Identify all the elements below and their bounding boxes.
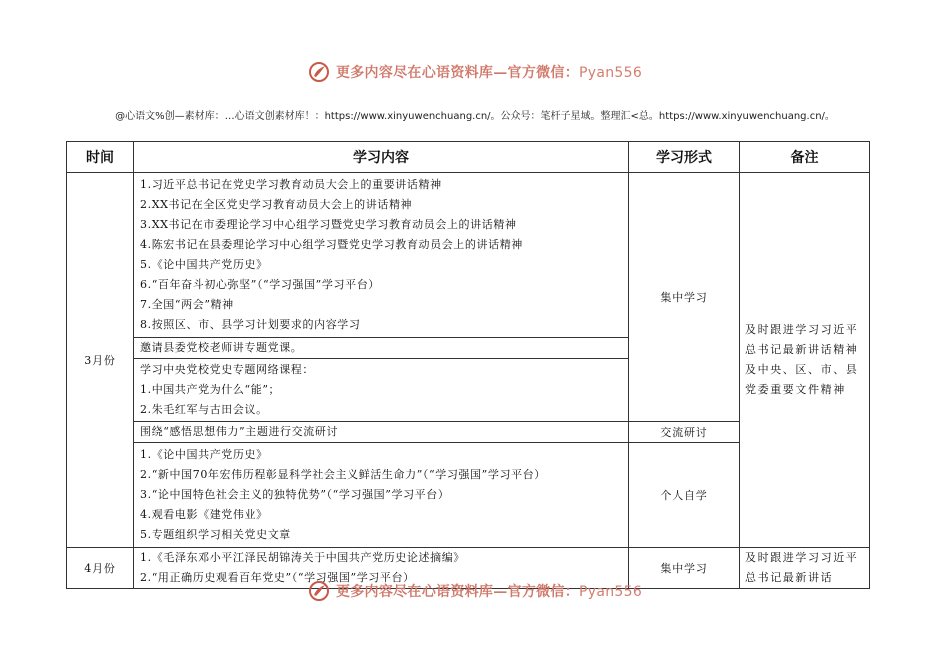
content-line: 围绕“感悟思想伟力”主题进行交流研讨 bbox=[140, 425, 339, 438]
month-april: 4月份 bbox=[67, 548, 134, 589]
content-cell bbox=[134, 173, 629, 338]
note-text: 及时跟进学习习近平总书记最新讲话精神及中央、区、市、县党委重要文件精神 bbox=[745, 323, 859, 396]
content-line: 8.按照区、市、县学习计划要求的内容学习 bbox=[140, 318, 361, 331]
content-line: 学习中央党校党史专题网络课程： bbox=[140, 363, 314, 376]
brush-logo-icon bbox=[308, 61, 330, 83]
note-cell bbox=[740, 173, 870, 548]
content-cell bbox=[134, 338, 629, 359]
content-line: 1.中国共产党为什么“能”； bbox=[140, 383, 281, 396]
watermark-top bbox=[0, 59, 950, 85]
header-time: 时间 bbox=[67, 142, 134, 173]
content-line: 2.“用正确历史观看百年党史”（“学习强国”学习平台） bbox=[140, 571, 415, 584]
table-row bbox=[67, 173, 870, 338]
form-cell: 个人自学 bbox=[629, 443, 740, 548]
content-line: 4.观看电影《建党伟业》 bbox=[140, 508, 268, 521]
header-content: 学习内容 bbox=[134, 142, 629, 173]
content-line: 2.朱毛红军与古田会议。 bbox=[140, 403, 268, 416]
content-line: 5.专题组织学习相关党史文章 bbox=[140, 528, 291, 541]
content-line: 1.《毛泽东邓小平江泽民胡锦涛关于中国共产党历史论述摘编》 bbox=[140, 551, 465, 564]
content-line: 邀请县委党校老师讲专题党课。 bbox=[140, 341, 303, 354]
note-text: 及时跟进学习习近平总书记最新讲话 bbox=[745, 551, 859, 584]
content-line: 2.“新中国70年宏伟历程彰显科学社会主义鲜活生命力”（“学习强国”学习平台） bbox=[140, 468, 546, 481]
content-line: 7.全国“两会”精神 bbox=[140, 298, 234, 311]
form-cell: 集中学习 bbox=[629, 173, 740, 422]
content-line: 5.《论中国共产党历史》 bbox=[140, 258, 268, 271]
source-line: @心语文%创—素材库：…心语文创素材库！：https://www.xinyuwenchuang.cn/。公众号：笔杆子星域。整理汇<总。https://www.xinyuwenchuang.cn/。 bbox=[115, 111, 835, 122]
month-march: 3月份 bbox=[67, 173, 134, 548]
watermark-text: 更多内容尽在心语资料库—官方微信：Pyan556 bbox=[335, 584, 643, 600]
watermark-text: 更多内容尽在心语资料库—官方微信：Pyan556 bbox=[335, 65, 643, 81]
form-cell: 集中学习 bbox=[629, 548, 740, 589]
brush-logo-icon bbox=[308, 580, 330, 602]
content-cell bbox=[134, 443, 629, 548]
study-plan-table bbox=[66, 141, 870, 589]
content-line: 2.XX书记在全区党史学习教育动员大会上的讲话精神 bbox=[140, 198, 413, 211]
content-line: 3.XX书记在市委理论学习中心组学习暨党史学习教育动员会上的讲话精神 bbox=[140, 218, 517, 231]
form-cell: 交流研讨 bbox=[629, 422, 740, 443]
content-line: 1.《论中国共产党历史》 bbox=[140, 448, 268, 461]
header-form: 学习形式 bbox=[629, 142, 740, 173]
header-note: 备注 bbox=[740, 142, 870, 173]
table-header-row bbox=[67, 142, 870, 173]
content-line: 4.陈宏书记在县委理论学习中心组学习暨党史学习教育动员会上的讲话精神 bbox=[140, 238, 523, 251]
content-cell bbox=[134, 422, 629, 443]
watermark-bottom bbox=[0, 578, 950, 604]
content-line: 3.“论中国特色社会主义的独特优势”（“学习强国”学习平台） bbox=[140, 488, 450, 501]
content-cell bbox=[134, 359, 629, 422]
content-line: 1.习近平总书记在党史学习教育动员大会上的重要讲话精神 bbox=[140, 178, 442, 191]
content-line: 6.“百年奋斗初心弥坚”（“学习强国”学习平台） bbox=[140, 278, 380, 291]
